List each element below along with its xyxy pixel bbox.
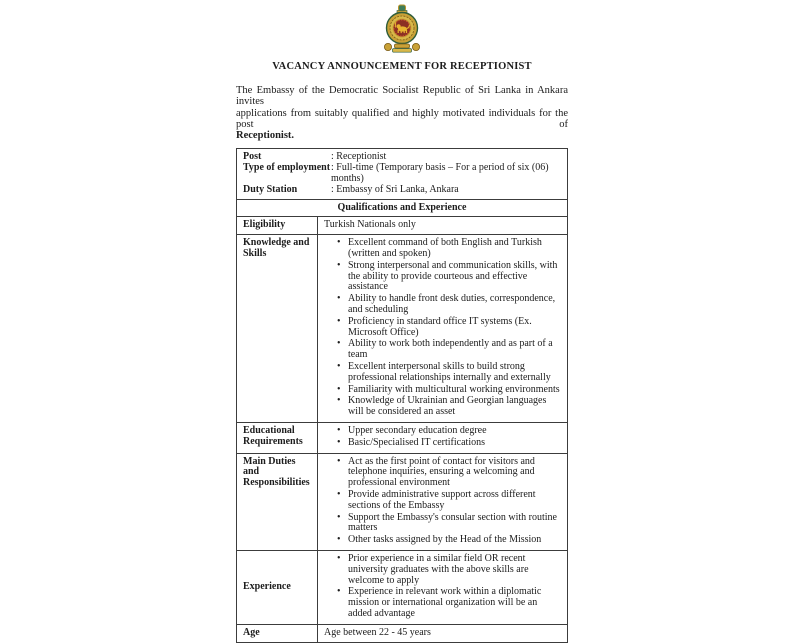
bullet-item: • Knowledge of Ukrainian and Georgian languages will be considered an asset (339, 396, 561, 418)
row-value (318, 550, 568, 624)
bullet-item: • Ability to handle front desk duties, correspondence, and scheduling (339, 294, 561, 316)
sri-lanka-emblem-icon (380, 4, 424, 54)
row-label: Educational Requirements (237, 423, 318, 454)
row-label: Main Duties and Responsibilities (237, 453, 318, 550)
summary-cell (237, 149, 568, 199)
bullet-item: • Act as the first point of contact for visitors and telephone inquiries, ensuring a welcoming and professional environment (339, 457, 561, 489)
bullet-list (324, 457, 561, 546)
summary-label: Post (243, 151, 262, 163)
summary-employment-type (243, 163, 561, 185)
emblem-container (236, 4, 568, 54)
bullet-item: • Basic/Specialised IT certifications (339, 438, 561, 449)
summary-label: Type of employment (243, 162, 331, 174)
table-row-main-duties (237, 453, 568, 550)
bullet-item: • Excellent command of both English and Turkish (written and spoken) (339, 238, 561, 260)
table-row-experience (237, 550, 568, 624)
vacancy-document (236, 0, 568, 643)
bullet-item: • Experience in relevant work within a diplomatic mission or international organization will be an added advantage (339, 587, 561, 619)
summary-value: : Embassy of Sri Lanka, Ankara (331, 183, 459, 195)
bullet-item: • Ability to work both independently and as part of a team (339, 339, 561, 361)
bullet-item: • Upper secondary education degree (339, 426, 561, 437)
intro-line: The Embassy of the Democratic Socialist Republic of Sri Lanka in Ankara invites (236, 85, 568, 108)
intro-line: applications from suitably qualified and highly motivated individuals for the post of (236, 107, 568, 130)
section-header-row (237, 199, 568, 217)
bullet-item: • Excellent interpersonal skills to build strong professional relationships internally and externally (339, 362, 561, 384)
row-value (318, 235, 568, 423)
table-row-educational-requirements (237, 423, 568, 454)
bullet-item: • Other tasks assigned by the Head of the Mission (339, 535, 561, 546)
bullet-item: • Support the Embassy's consular section with routine matters (339, 513, 561, 535)
intro-line-bold: Receptionist. (236, 130, 295, 142)
bullet-item: • Provide administrative support across different sections of the Embassy (339, 490, 561, 512)
intro-paragraph (236, 85, 568, 141)
row-value (318, 423, 568, 454)
vacancy-table (236, 148, 568, 642)
page-title: VACANCY ANNOUNCEMENT FOR RECEPTIONIST (272, 61, 532, 72)
row-label: Experience (237, 550, 318, 624)
summary-row (237, 149, 568, 199)
bullet-list (324, 554, 561, 620)
row-label: Eligibility (237, 217, 318, 235)
row-value (318, 453, 568, 550)
bullet-item: • Prior experience in a similar field OR recent university graduates with the above skills are welcome to apply (339, 554, 561, 586)
row-value: Age between 22 - 45 years (318, 624, 568, 642)
table-row-knowledge-skills (237, 235, 568, 423)
row-value: Turkish Nationals only (318, 217, 568, 235)
summary-value: : Receptionist (331, 151, 387, 163)
bullet-list (324, 238, 561, 418)
summary-duty-station (243, 185, 561, 196)
table-row-age (237, 624, 568, 642)
bullet-item: • Strong interpersonal and communication skills, with the ability to provide courteous and effective assistance (339, 261, 561, 293)
bullet-list (324, 426, 561, 449)
bullet-item: • Proficiency in standard office IT systems (Ex. Microsoft Office) (339, 317, 561, 339)
summary-value: : Full-time (Temporary basis – For a period of six (06) months) (331, 162, 549, 185)
summary-label: Duty Station (243, 183, 298, 195)
row-label: Knowledge and Skills (237, 235, 318, 423)
table-row-eligibility (237, 217, 568, 235)
row-label: Age (237, 624, 318, 642)
bullet-item: • Familiarity with multicultural working environments (339, 385, 561, 396)
section-header: Qualifications and Experience (237, 199, 568, 217)
